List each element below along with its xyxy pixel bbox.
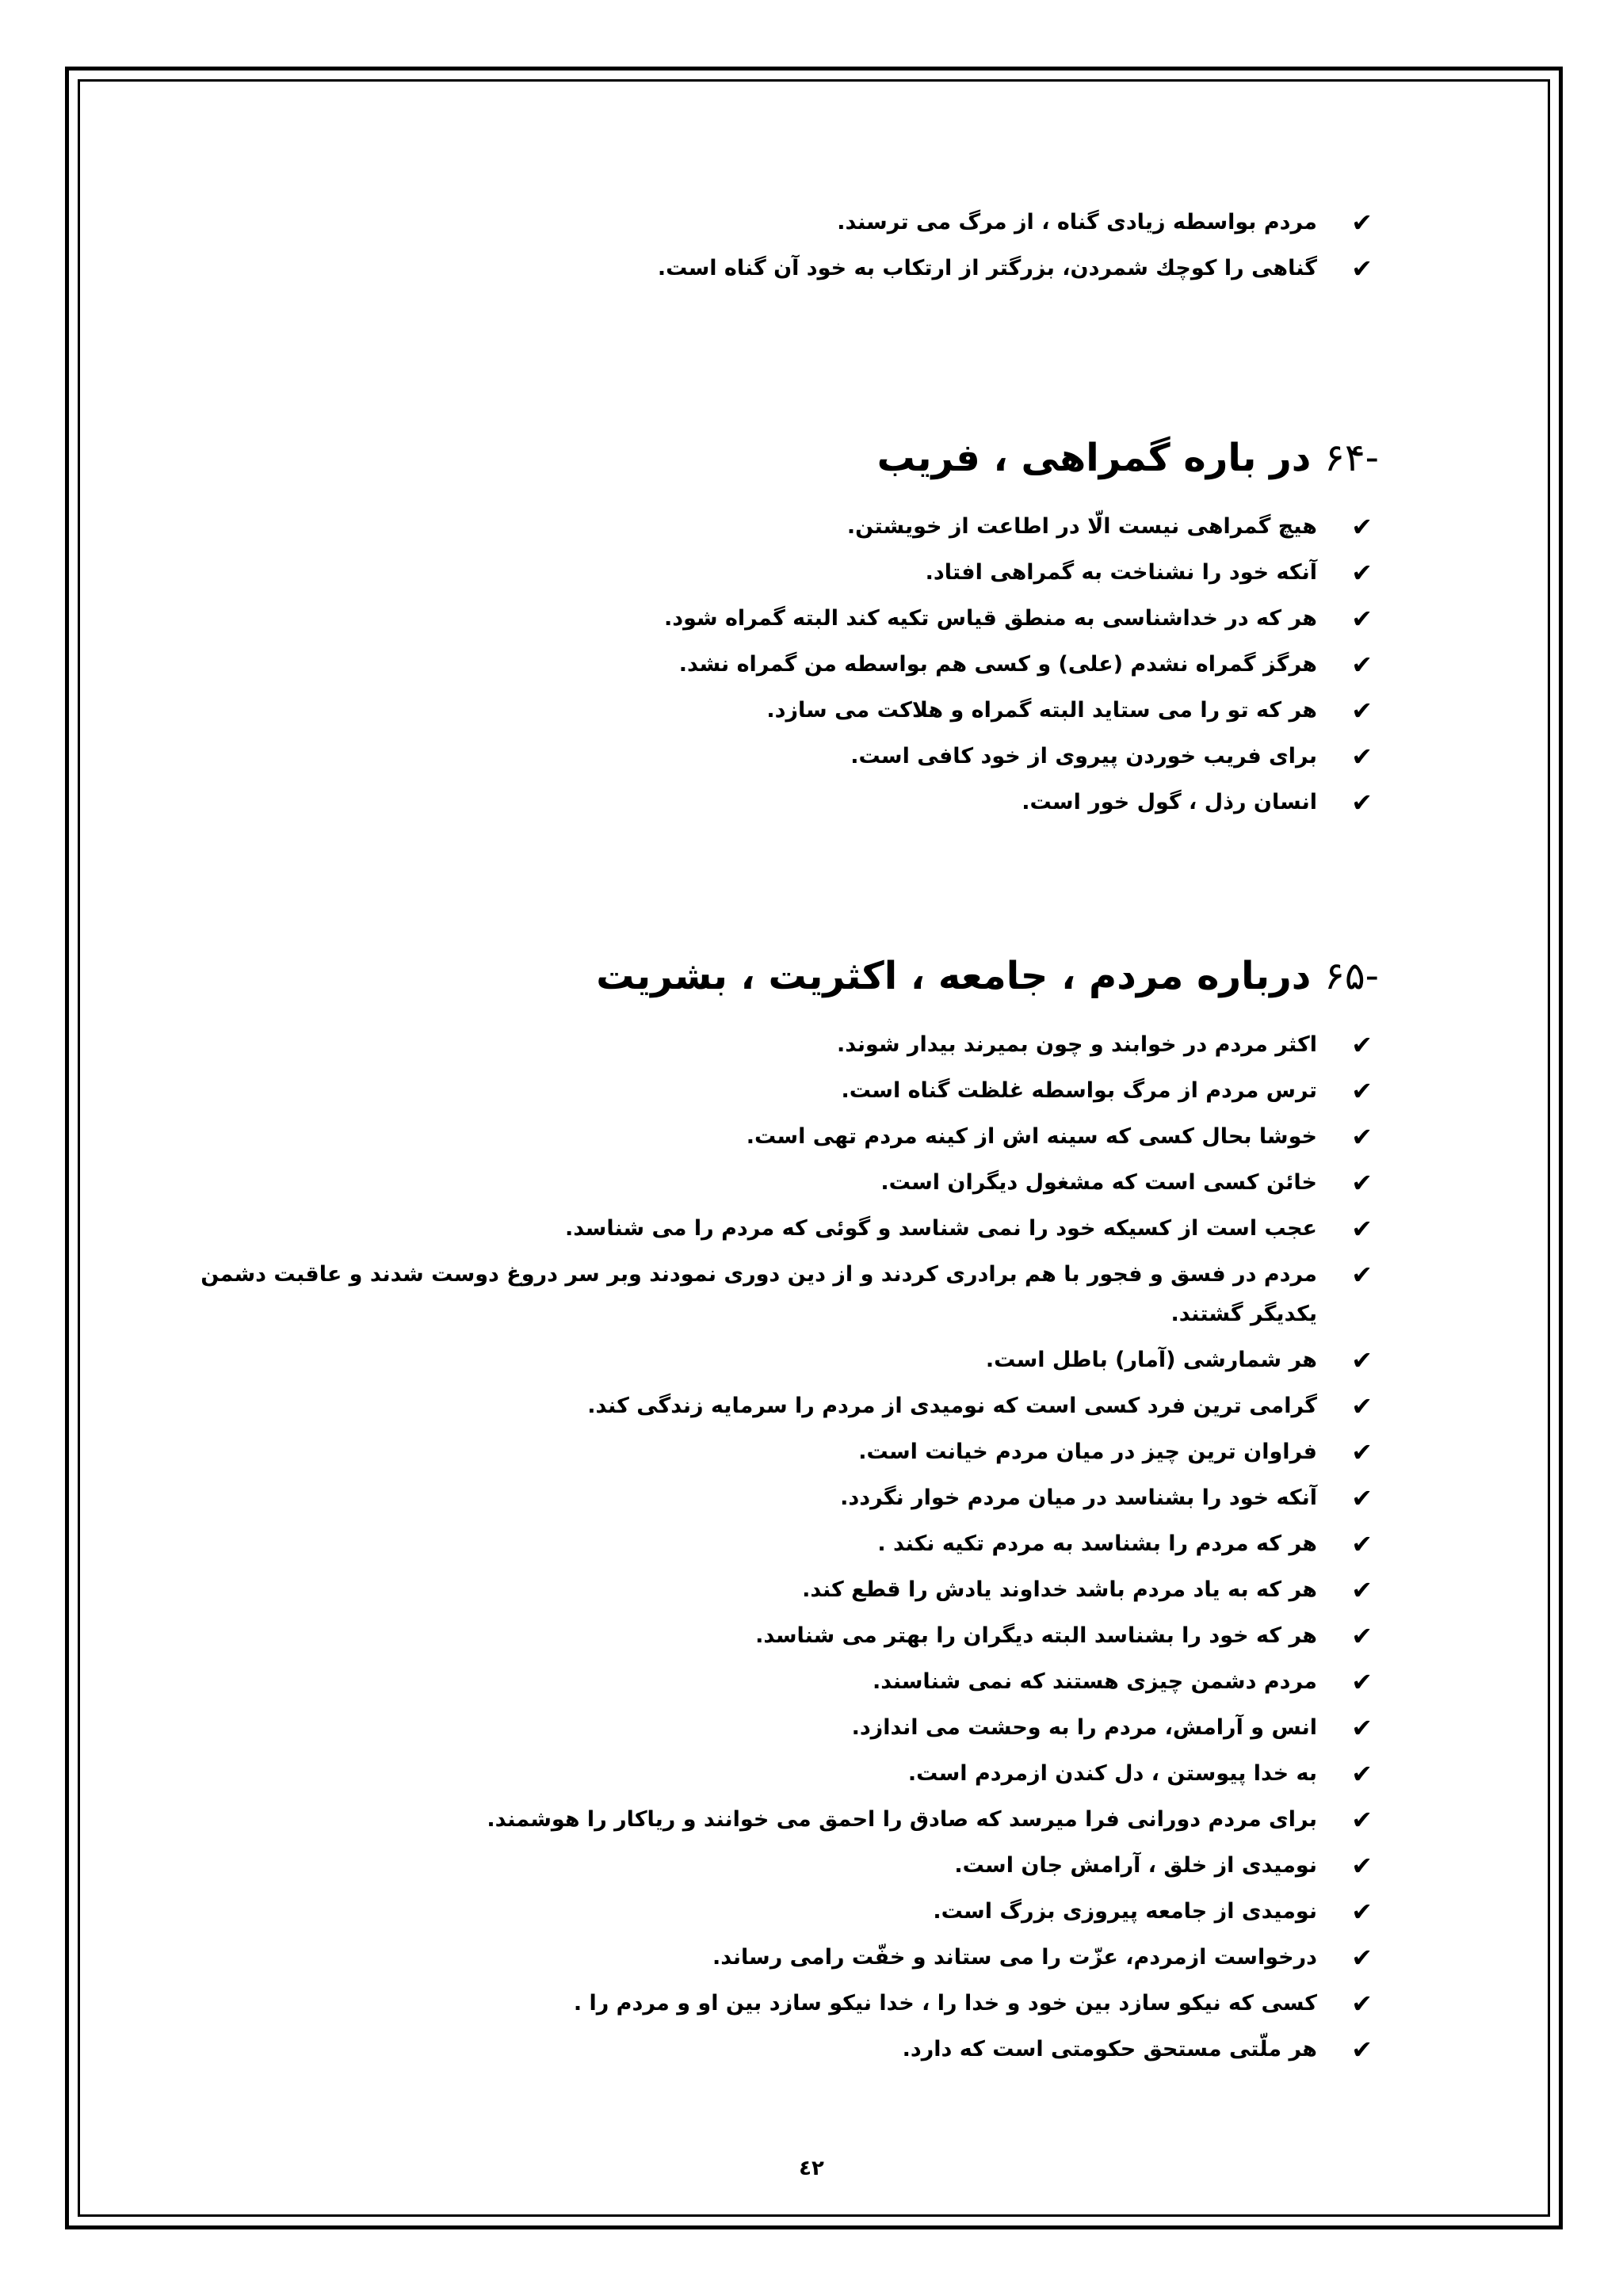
check-icon: ✔ [1351, 1805, 1373, 1835]
section-65-bullet-list [174, 1022, 1379, 2073]
list-item: ✔ هر كه تو را مى ستايد البته گمراه و هلاكت مى سازد. [174, 688, 1379, 734]
list-item: ✔ مردم در فسق و فجور با هم برادرى كردند و از دين دورى نمودند وبر سر دروغ دوست شدند و عاقبت دشمن يكديگر گشتند. [174, 1252, 1379, 1337]
check-icon: ✔ [1351, 1345, 1373, 1375]
list-item: ✔ هر كه مردم را بشناسد به مردم تكيه نكند . [174, 1521, 1379, 1567]
list-item: ✔ هر ملّتى مستحق حكومتى است كه دارد. [174, 2027, 1379, 2073]
list-item: ✔ هيچ گمراهى نيست الّا در اطاعت از خويشتن. [174, 504, 1379, 550]
check-icon: ✔ [1351, 1437, 1373, 1467]
check-icon: ✔ [1351, 1030, 1373, 1060]
check-icon: ✔ [1351, 1483, 1373, 1513]
check-icon: ✔ [1351, 1851, 1373, 1881]
check-icon: ✔ [1351, 788, 1373, 818]
check-icon: ✔ [1351, 1897, 1373, 1927]
check-icon: ✔ [1351, 2035, 1373, 2065]
list-item: ✔ كسى كه نيكو سازد بين خود و خدا را ، خدا نيكو سازد بين او و مردم را . [174, 1981, 1379, 2027]
list-item: ✔ به خدا پيوستن ، دل كندن ازمردم است. [174, 1751, 1379, 1797]
page-number: ٤٢ [799, 2157, 824, 2180]
check-icon: ✔ [1351, 604, 1373, 634]
list-item: ✔ انس و آرامش، مردم را به وحشت مى اندازد. [174, 1705, 1379, 1751]
list-item: ✔ اكثر مردم در خوابند و چون بميرند بيدار شوند. [174, 1022, 1379, 1068]
section-65-title: درباره مردم ، جامعه ، اكثريت ، بشريت [596, 954, 1312, 998]
section-65-number: -۶۵ [1324, 954, 1379, 998]
check-icon: ✔ [1351, 650, 1373, 680]
list-item: ✔ خوشا بحال كسى كه سينه اش از كينه مردم تهى است. [174, 1114, 1379, 1160]
list-item: ✔ آنكه خود را نشناخت به گمراهى افتاد. [174, 550, 1379, 596]
check-icon: ✔ [1351, 254, 1373, 284]
section-64-heading [174, 426, 1379, 490]
list-item: ✔ انسان رذل ، گول خور است. [174, 780, 1379, 826]
section-64-bullet-list [174, 504, 1379, 826]
check-icon: ✔ [1351, 1214, 1373, 1244]
check-icon: ✔ [1351, 1122, 1373, 1152]
check-icon: ✔ [1351, 1943, 1373, 1973]
list-item: ✔ گناهى را كوچك شمردن، بزرگتر از ارتكاب به خود آن گناه است. [174, 246, 1379, 292]
check-icon: ✔ [1351, 558, 1373, 588]
check-icon: ✔ [1351, 1168, 1373, 1198]
check-icon: ✔ [1351, 1391, 1373, 1421]
list-item: ✔ عجب است از كسيكه خود را نمى شناسد و گوئى كه مردم را مى شناسد. [174, 1206, 1379, 1252]
intro-bullet-list [174, 200, 1379, 292]
list-item: ✔ مردم دشمن چيزى هستند كه نمى شناسند. [174, 1659, 1379, 1705]
check-icon: ✔ [1351, 1713, 1373, 1743]
list-item: ✔ درخواست ازمردم، عزّت را مى ستاند و خفّت رامى رساند. [174, 1935, 1379, 1981]
list-item: ✔ خائن كسى است كه مشغول ديگران است. [174, 1160, 1379, 1206]
list-item: ✔ هر كه به ياد مردم باشد خداوند يادش را قطع كند. [174, 1567, 1379, 1613]
check-icon: ✔ [1351, 1989, 1373, 2019]
check-icon: ✔ [1351, 512, 1373, 542]
list-item: ✔ آنكه خود را بشناسد در ميان مردم خوار نگردد. [174, 1475, 1379, 1521]
check-icon: ✔ [1351, 1759, 1373, 1789]
list-item: ✔ گرامى ترين فرد كسى است كه نوميدى از مردم را سرمايه زندگى كند. [174, 1383, 1379, 1429]
list-item: ✔ هر شمارشى (آمار) باطل است. [174, 1337, 1379, 1383]
section-64-number: -۶۴ [1324, 436, 1379, 480]
list-item: ✔ ترس مردم از مرگ بواسطه غلظت گناه است. [174, 1068, 1379, 1114]
list-item: ✔ براى مردم دورانى فرا ميرسد كه صادق را احمق مى خوانند و رياكار را هوشمند. [174, 1797, 1379, 1843]
list-item: ✔ نوميدى از جامعه پيروزى بزرگ است. [174, 1889, 1379, 1935]
check-icon: ✔ [1351, 1260, 1373, 1290]
check-icon: ✔ [1351, 742, 1373, 772]
list-item: ✔ فراوان ترين چيز در ميان مردم خيانت است. [174, 1429, 1379, 1475]
check-icon: ✔ [1351, 1529, 1373, 1559]
check-icon: ✔ [1351, 1667, 1373, 1697]
list-item: ✔ هرگز گمراه نشدم (على) و كسى هم بواسطه من گمراه نشد. [174, 642, 1379, 688]
page-content [174, 182, 1379, 2073]
list-item: ✔ مردم بواسطه زيادى گناه ، از مرگ مى ترسند. [174, 200, 1379, 246]
section-65-heading [174, 944, 1379, 1008]
check-icon: ✔ [1351, 208, 1373, 238]
list-item: ✔ هر كه خود را بشناسد البته ديگران را بهتر مى شناسد. [174, 1613, 1379, 1659]
list-item: ✔ نوميدى از خلق ، آرامش جان است. [174, 1843, 1379, 1889]
check-icon: ✔ [1351, 1621, 1373, 1651]
check-icon: ✔ [1351, 1076, 1373, 1106]
check-icon: ✔ [1351, 696, 1373, 726]
section-64-title: در باره گمراهى ، فريب [876, 436, 1312, 480]
check-icon: ✔ [1351, 1575, 1373, 1605]
list-item: ✔ هر كه در خداشناسى به منطق قياس تكيه كند البته گمراه شود. [174, 596, 1379, 642]
list-item: ✔ براى فريب خوردن پيروى از خود كافى است. [174, 734, 1379, 780]
